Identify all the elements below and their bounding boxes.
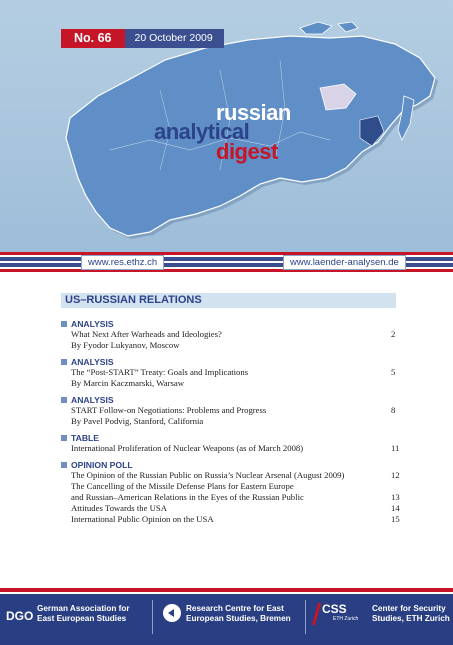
- toc-author: By Pavel Podvig, Stanford, California: [71, 416, 204, 426]
- section-header: [61, 293, 396, 308]
- page-number: 11: [391, 443, 400, 453]
- title-russian: russian: [216, 100, 291, 125]
- page-number: 15: [391, 514, 400, 524]
- url-res-ethz[interactable]: www.res.ethz.ch: [81, 255, 164, 270]
- toc-category: ANALYSIS: [61, 394, 401, 405]
- issue-date: 20 October 2009: [125, 29, 224, 48]
- title-digest: digest: [216, 139, 278, 164]
- page-number: 14: [391, 503, 400, 513]
- issue-tag: [61, 29, 224, 48]
- bullet-icon: [61, 359, 67, 365]
- page-number: 2: [391, 329, 396, 339]
- bullet-icon: [61, 321, 67, 327]
- footer: [0, 588, 453, 645]
- url-laender-analysen[interactable]: www.laender-analysen.de: [283, 255, 406, 270]
- toc-category: ANALYSIS: [61, 356, 401, 367]
- toc-category: ANALYSIS: [61, 318, 401, 329]
- toc-entry[interactable]: The Opinion of the Russian Public on Russia’s Nuclear Arsenal (August 2009) 12: [71, 470, 400, 480]
- css-logo: CSS: [322, 602, 347, 616]
- toc-entry[interactable]: The “Post-START” Treaty: Goals and Implications 5: [71, 367, 396, 377]
- dgo-logo: DGO: [6, 609, 34, 623]
- table-of-contents: [61, 316, 401, 525]
- toc-entry[interactable]: International Proliferation of Nuclear Weapons (as of March 2008) 11: [71, 443, 400, 453]
- footer-white-line: [0, 592, 453, 594]
- bullet-icon: [61, 435, 67, 441]
- page-number: 13: [391, 492, 400, 502]
- css-logo-sub: ETH Zurich: [333, 616, 359, 622]
- dgo-name: German Association for East European Studies: [37, 604, 130, 623]
- title-analytical: analytical: [154, 119, 250, 144]
- toc-category: TABLE: [61, 432, 401, 443]
- research-centre-logo-icon: [163, 604, 181, 622]
- toc-author: By Fyodor Lukyanov, Moscow: [71, 340, 180, 350]
- page-number: 12: [391, 470, 400, 480]
- page-number: 5: [391, 367, 396, 377]
- page-number: 8: [391, 405, 396, 415]
- toc-category: OPINION POLL: [61, 459, 401, 470]
- toc-entry[interactable]: and Russian–American Relations in the Eyes of the Russian Public 13: [71, 492, 400, 502]
- cover-header: [0, 0, 453, 252]
- bullet-icon: [61, 397, 67, 403]
- toc-author: By Marcin Kaczmarski, Warsaw: [71, 378, 185, 388]
- footer-divider: [152, 600, 153, 634]
- toc-entry[interactable]: START Follow-on Negotiations: Problems and Progress 8: [71, 405, 396, 415]
- toc-entry[interactable]: What Next After Warheads and Ideologies? 2: [71, 329, 396, 339]
- css-name: Center for Security Studies, ETH Zurich: [372, 604, 450, 623]
- toc-entry[interactable]: International Public Opinion on the USA 15: [71, 514, 400, 524]
- journal-title: [150, 100, 300, 170]
- toc-entry[interactable]: Attitudes Towards the USA 14: [71, 503, 400, 513]
- bullet-icon: [61, 462, 67, 468]
- issue-number: No. 66: [61, 29, 125, 48]
- footer-divider: [305, 600, 306, 634]
- css-mark-icon: [312, 603, 322, 625]
- toc-entry[interactable]: The Cancelling of the Missile Defense Plans for Eastern Europe: [71, 481, 294, 491]
- section-title: US–RUSSIAN RELATIONS: [65, 294, 202, 306]
- research-centre-name: Research Centre for East European Studies, Bremen: [186, 604, 291, 623]
